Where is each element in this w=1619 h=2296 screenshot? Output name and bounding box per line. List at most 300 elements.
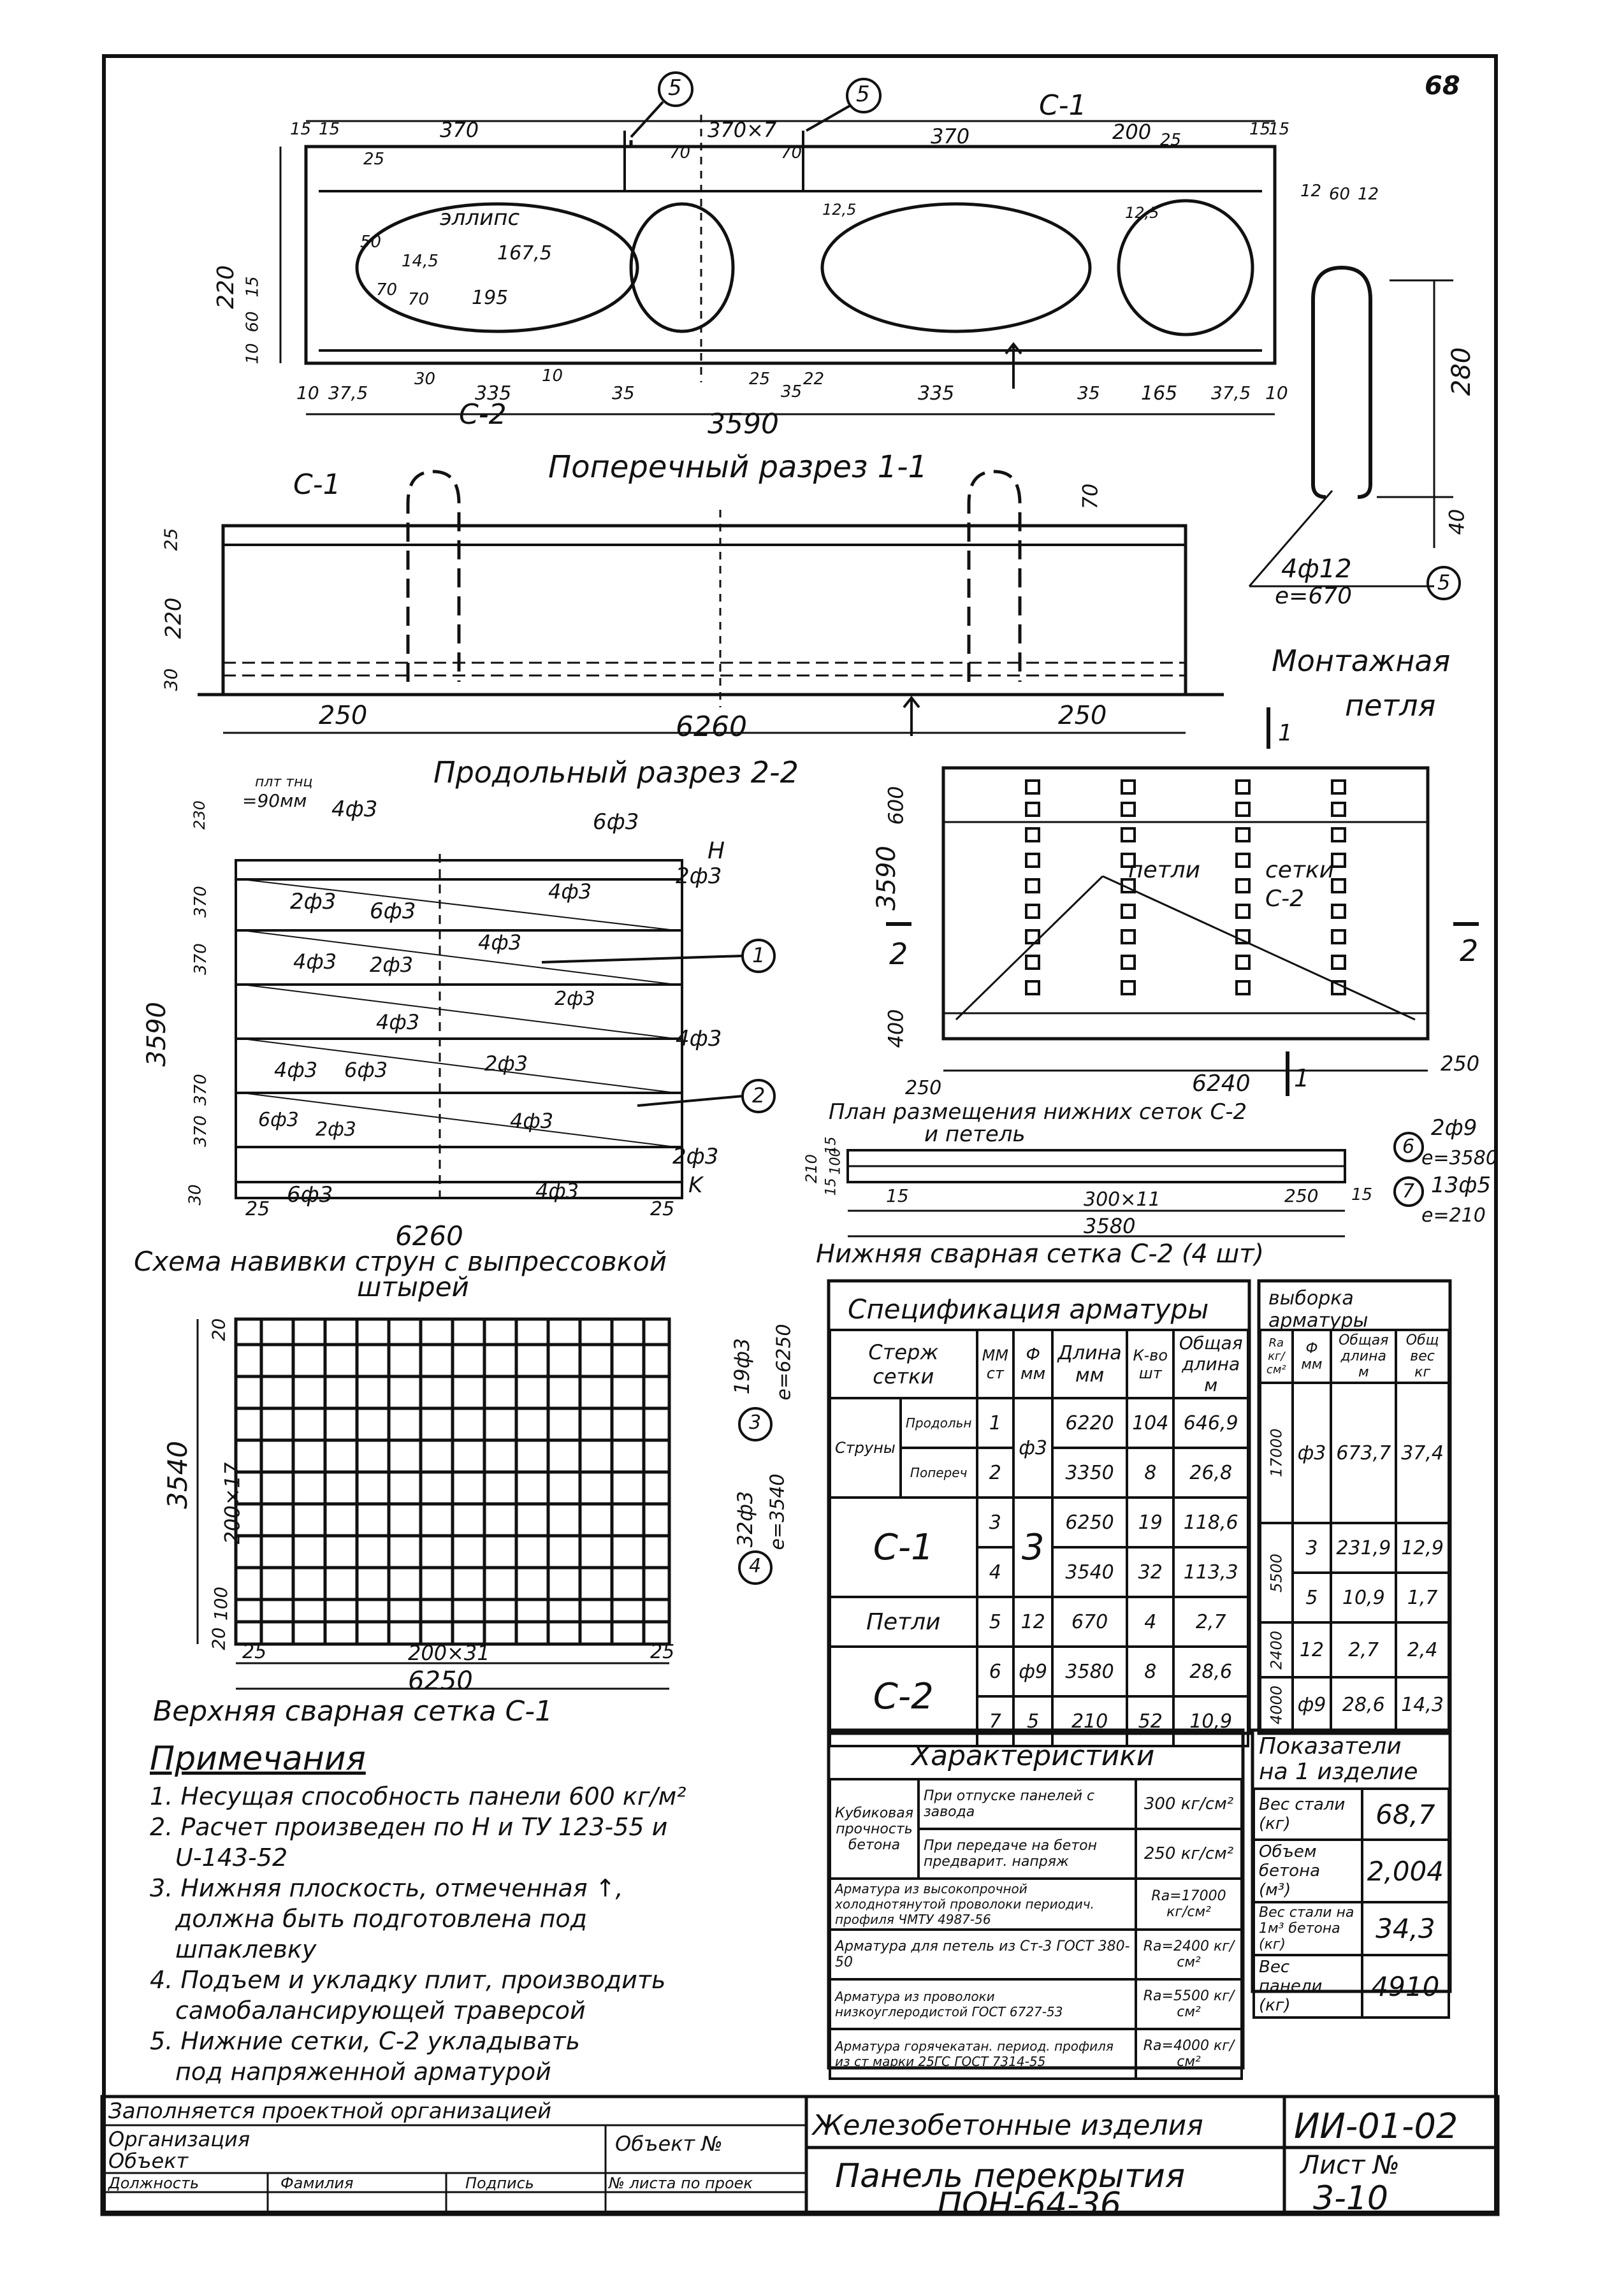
loop-callout: 5 [1437, 570, 1451, 595]
top-dim-1: 15 [319, 120, 340, 139]
top-dim-3: 370×7 [708, 118, 777, 142]
table-row [1254, 1902, 1449, 1955]
spec-cell: ф3 [1013, 1398, 1052, 1498]
sel-cell: 5500 [1260, 1523, 1293, 1622]
strand-bottom-25a: 25 [245, 1198, 270, 1220]
sel-h: Ф мм [1293, 1330, 1332, 1383]
sel-cell: 12 [1293, 1622, 1332, 1677]
inner-dim-7: 14,5 [402, 252, 439, 271]
sel-h: Общ вес кг [1396, 1330, 1449, 1383]
callout-5a: 5 [668, 75, 682, 101]
strand-left-dim-1: 370 [191, 886, 210, 918]
height-dim-220: 220 [212, 265, 239, 309]
indicators-title-2: на 1 изделие [1259, 1759, 1418, 1785]
plan-title-2: и петель [924, 1122, 1026, 1147]
loop-dim-40: 40 [1444, 509, 1469, 535]
loop-title-1: Монтажная [1272, 644, 1451, 678]
long-section-label: C-1 [293, 468, 341, 501]
spec-cell: 210 [1052, 1696, 1127, 1746]
selection-title: выборка арматуры [1268, 1287, 1369, 1332]
spec-cell: 113,3 [1173, 1547, 1248, 1597]
support-note-2: =90мм [242, 790, 307, 811]
plan-label-loops: петли [1128, 857, 1201, 883]
inner-dim-2: 70 [781, 143, 802, 162]
callout-5b: 5 [856, 82, 870, 107]
top-mesh-callout4: 4 [749, 1555, 762, 1577]
sel-cell: 10,9 [1331, 1573, 1396, 1622]
spec-group-longit: Продольн [901, 1398, 977, 1448]
strand-bottom-25b: 25 [650, 1198, 675, 1220]
inner-dim-13: 22 [803, 370, 825, 389]
note-item: 3. Нижняя плоскость, отмеченная ↑, [150, 1874, 623, 1902]
strand-label-23: 6ф3 [287, 1182, 333, 1208]
indicators-title-1: Показатели [1259, 1733, 1402, 1759]
spec-h-rod: Стерж сетки [830, 1330, 977, 1398]
sel-cell: 3 [1293, 1523, 1332, 1573]
strand-callout-1: 1 [752, 943, 766, 967]
char-label: Арматура горячекатан. период. профиля из ст марки 25ГС ГОСТ 7314-55 [830, 2029, 1136, 2079]
sel-cell: 17000 [1260, 1383, 1293, 1523]
top-mesh-dim-20b: 20 [208, 1627, 229, 1650]
bottom-mesh-dim-15a: 15 [886, 1185, 909, 1206]
char-value: Rа=2400 кг/см² [1136, 1930, 1242, 1979]
spec-h-qty: К-во шт [1127, 1330, 1173, 1398]
plan-dim-250a: 250 [905, 1077, 942, 1099]
strand-label-7: 4ф3 [478, 930, 522, 955]
spec-header-row [830, 1330, 1248, 1398]
top-dim-6: 15 [1249, 120, 1271, 139]
bottom-mesh-spec7: 13ф5 [1431, 1173, 1491, 1198]
inner-dim-14: 25 [1160, 131, 1182, 150]
strand-scheme-title-2: штырей [357, 1271, 469, 1303]
strand-label-14: 6ф3 [344, 1058, 388, 1082]
table-row [1260, 1622, 1449, 1677]
bottom-mesh-spec6: 2ф9 [1431, 1115, 1477, 1141]
bottom-mesh-dim-300: 300×11 [1084, 1188, 1161, 1211]
characteristics-title: Характеристики [911, 1740, 1155, 1772]
spec-group-strings: Струны [830, 1398, 901, 1498]
plan-mark-1: 1 [1294, 1064, 1310, 1092]
spec-cell: 118,6 [1173, 1498, 1248, 1547]
spec-h-total: Общая длина м [1173, 1330, 1248, 1398]
strand-label-11: 2ф3 [555, 988, 595, 1010]
stamp-sheet-no: № листа по проек [609, 2174, 753, 2192]
sel-h: Rа кг/см² [1260, 1330, 1293, 1383]
loop-dim-0: 12 [1300, 182, 1322, 201]
char-group: Кубиковая прочность бетона [830, 1779, 918, 1879]
ind-label: Вес стали (кг) [1254, 1789, 1362, 1840]
long-dim-250b: 250 [1058, 701, 1107, 730]
long-section-title: Продольный разрез 2-2 [433, 755, 799, 790]
void-ellipse-2 [631, 204, 733, 331]
spec-cell: 104 [1127, 1398, 1173, 1448]
characteristics-table [829, 1778, 1243, 2080]
long-dim-25: 25 [160, 528, 182, 551]
table-row [1260, 1677, 1449, 1732]
cross-section-label-ellipse: эллипс [440, 205, 520, 231]
strand-label-15: 2ф3 [484, 1051, 528, 1076]
strand-label-6: 4ф3 [548, 879, 592, 904]
inner-dim-10: 10 [542, 366, 563, 386]
inner-dim-3: 167,5 [497, 242, 552, 264]
char-label: Арматура для петель из Ст-3 ГОСТ 380-50 [830, 1930, 1136, 1979]
bottom-mesh-dim-250: 250 [1284, 1185, 1319, 1206]
spec-cell: 19 [1127, 1498, 1173, 1547]
plan [883, 768, 1479, 1096]
note-item: 4. Подъем и укладку плит, производить [150, 1966, 666, 1994]
strand-left-dim-0: 230 [190, 800, 208, 830]
bottom-mesh-title: Нижняя сварная сетка С-2 (4 шт) [816, 1239, 1265, 1269]
spec-h-len: Длина мм [1052, 1330, 1127, 1398]
plan-dim-600: 600 [883, 786, 908, 825]
sel-cell: 2,4 [1396, 1622, 1449, 1677]
table-row [830, 1597, 1248, 1647]
inner-dim-1: 70 [669, 143, 691, 162]
bottom-mesh-dim-100: 100 [827, 1148, 844, 1175]
top-mesh-dim-20a: 20 [208, 1318, 229, 1341]
note-item: 5. Нижние сетки, С-2 укладывать [150, 2027, 581, 2055]
sel-cell: 4000 [1260, 1677, 1293, 1732]
table-row [1254, 1789, 1449, 1840]
table-row [830, 1398, 1248, 1448]
char-value: 300 кг/см² [1136, 1779, 1242, 1829]
strand-label-10: 4ф3 [376, 1010, 420, 1034]
strand-label-5: 6ф3 [370, 899, 416, 924]
top-dim-7: 15 [1268, 120, 1290, 139]
spec-cell: 12 [1013, 1597, 1052, 1647]
char-value: Rа=4000 кг/см² [1136, 2029, 1242, 2079]
top-mesh-callout3: 3 [749, 1412, 762, 1434]
top-mesh-spec3: 19ф3 [730, 1338, 755, 1395]
long-dim-30: 30 [160, 668, 182, 691]
height-dim-15: 15 [243, 276, 263, 298]
inner-dim-4: 195 [472, 287, 509, 309]
inner-dim-0: 25 [363, 150, 385, 169]
sel-cell: 37,4 [1396, 1383, 1449, 1523]
char-label: Арматура из высокопрочной холоднотянутой проволоки периодич. профиля ЧМТУ 4987-56 [830, 1879, 1136, 1930]
long-dim-220: 220 [161, 597, 187, 639]
spec-table-title: Спецификация арматуры [848, 1294, 1209, 1325]
sel-cell: 5 [1293, 1573, 1332, 1622]
table-row [1254, 1955, 1449, 2018]
loop-detail [1249, 268, 1460, 599]
strand-label-17: 6ф3 [258, 1109, 299, 1131]
spec-cell: 6220 [1052, 1398, 1127, 1448]
void-ellipse-3 [822, 204, 1090, 331]
strand-label-8: 2ф3 [370, 953, 414, 977]
stamp-filled-by: Заполняется проектной организацией [108, 2098, 552, 2124]
strand-label-13: 4ф3 [274, 1058, 318, 1082]
spec-table [829, 1329, 1249, 1747]
sheet-number: 68 [1425, 71, 1460, 101]
inner-dim-12: 12,5 [1125, 204, 1159, 222]
spec-cell: 3 [1013, 1498, 1052, 1597]
spec-cell: 2 [977, 1448, 1014, 1498]
table-row [830, 1979, 1242, 2029]
table-row [830, 1647, 1248, 1696]
spec-cell: 3540 [1052, 1547, 1127, 1597]
strand-label-19: 4ф3 [535, 1179, 579, 1203]
plan-section-mark-left: 2 [889, 937, 908, 971]
top-mesh-title: Верхняя сварная сетка С-1 [153, 1695, 553, 1728]
strand-label-12: 4ф3 [676, 1026, 722, 1051]
strand-bottom-6260: 6260 [395, 1220, 463, 1252]
table-row [830, 2029, 1242, 2079]
bottom-dim-10: 10 [1265, 382, 1288, 403]
inner-dim-6: 70 [376, 280, 398, 300]
spec-cell: 646,9 [1173, 1398, 1248, 1448]
loop-dim-2: 12 [1358, 185, 1379, 204]
plan-dim-250b: 250 [1441, 1051, 1480, 1076]
bottom-mesh-dim-15c: 15 [823, 1178, 839, 1196]
bottom-mesh-dim-3580: 3580 [1084, 1214, 1136, 1238]
spec-cell: ф9 [1013, 1647, 1052, 1696]
spec-cell: 8 [1127, 1647, 1173, 1696]
spec-h-num: ММ ст [977, 1330, 1014, 1398]
bottom-mesh-callout6: 6 [1402, 1136, 1415, 1158]
note-item: под напряженной арматурой [175, 2058, 551, 2086]
strand-label-22: K [688, 1173, 703, 1198]
strand-height: 3590 [142, 1002, 171, 1067]
top-mesh-dim-200x31: 200×31 [408, 1641, 490, 1665]
strand-label-1: 6ф3 [593, 809, 639, 835]
spec-cell: 6250 [1052, 1498, 1127, 1547]
top-mesh-dim-3540: 3540 [161, 1441, 193, 1509]
bottom-dim-5: 35 [781, 382, 802, 401]
stamp-organization: Организация [108, 2127, 250, 2151]
strand-label-2: H [708, 838, 725, 864]
spec-cell: 2,7 [1173, 1597, 1248, 1647]
stamp-object-no: Объект № [615, 2132, 723, 2156]
plan-label-c2: С-2 [1265, 886, 1305, 912]
sel-cell: 2,7 [1331, 1622, 1396, 1677]
spec-cell: 4 [1127, 1597, 1173, 1647]
spec-cell: 3580 [1052, 1647, 1127, 1696]
bottom-dim-9: 37,5 [1211, 382, 1251, 403]
top-mesh-dim-100: 100 [210, 1586, 232, 1621]
spec-cell: 7 [977, 1696, 1014, 1746]
strand-callout-2: 2 [752, 1083, 766, 1108]
stamp-series-code: ИИ-01-02 [1294, 2106, 1458, 2146]
note-item: 1. Несущая способность панели 600 кг/м² [150, 1782, 686, 1810]
inner-dim-8: 70 [408, 290, 430, 309]
loop-dim-1: 60 [1329, 185, 1351, 204]
table-row [1260, 1523, 1449, 1573]
stamp-product-1: Панель перекрытия [835, 2157, 1186, 2195]
spec-group-c2: C-2 [830, 1647, 977, 1746]
note-item: должна быть подготовлена под [175, 1905, 587, 1933]
table-row [830, 1498, 1248, 1547]
stamp-object: Объект [108, 2149, 189, 2173]
height-dim-60: 60 [243, 311, 263, 333]
spec-group-loops: Петли [830, 1597, 977, 1647]
sel-cell: 28,6 [1331, 1677, 1396, 1732]
sel-cell: ф9 [1293, 1677, 1332, 1732]
strand-label-9: 4ф3 [293, 949, 337, 974]
table-row [830, 1930, 1242, 1979]
stamp-product-2: ПОН-64-36 [937, 2186, 1121, 2224]
ind-value: 34,3 [1362, 1902, 1449, 1955]
bottom-dim-3: 35 [612, 382, 635, 403]
cross-section-total: 3590 [708, 408, 779, 440]
top-mesh-len4: e=3540 [766, 1473, 789, 1550]
ind-value: 2,004 [1362, 1840, 1449, 1902]
ind-value: 4910 [1362, 1955, 1449, 2018]
char-label: Арматура из проволоки низкоуглеродистой ГОСТ 6727-53 [830, 1979, 1136, 2029]
notes-list [150, 1781, 819, 2087]
bottom-mesh-callout7: 7 [1402, 1180, 1415, 1202]
loop-dim-280: 280 [1447, 347, 1477, 396]
stamp-position: Должность [108, 2174, 200, 2192]
sel-cell: 231,9 [1331, 1523, 1396, 1573]
top-dim-5: 200 [1112, 120, 1152, 144]
strand-left-dim-8: 30 [185, 1184, 205, 1206]
loop-title-2: петля [1345, 688, 1436, 723]
sel-cell: 1,7 [1396, 1573, 1449, 1622]
spec-cell: 670 [1052, 1597, 1127, 1647]
cross-section-title: Поперечный разрез 1-1 [548, 449, 928, 485]
plan-dim-400: 400 [883, 1009, 908, 1048]
sel-cell: 12,9 [1396, 1523, 1449, 1573]
top-mesh-len3: e=6250 [773, 1324, 795, 1401]
top-dim-0: 15 [290, 120, 312, 139]
bottom-mesh-dim-210: 210 [802, 1154, 820, 1183]
sel-cell: ф3 [1293, 1383, 1332, 1523]
strand-left-dim-2: 370 [191, 943, 210, 975]
sel-cell: 673,7 [1331, 1383, 1396, 1523]
strand-label-4: 2ф3 [290, 889, 337, 914]
spec-cell: 4 [977, 1547, 1014, 1597]
selection-table [1259, 1329, 1450, 1733]
long-dim-70: 70 [1078, 483, 1103, 510]
note-item: самобалансирующей траверсой [175, 1996, 586, 2025]
spec-cell: 8 [1127, 1448, 1173, 1498]
bottom-dim-0: 10 [296, 382, 319, 403]
sel-h: Общая длина м [1331, 1330, 1396, 1383]
cross-section-label-c1: C-1 [1039, 89, 1087, 122]
spec-cell: 3350 [1052, 1448, 1127, 1498]
char-label: При отпуске панелей с завода [918, 1779, 1136, 1829]
strand-label-20: 2ф3 [672, 1144, 719, 1169]
table-row [1254, 1840, 1449, 1902]
ind-value: 68,7 [1362, 1789, 1449, 1840]
bottom-dim-8: 165 [1141, 382, 1178, 405]
cross-section-label-c2: C-2 [459, 398, 507, 431]
table-row [830, 1879, 1242, 1930]
bottom-dim-6: 335 [918, 382, 955, 405]
bottom-mesh-dim-15d: 15 [823, 1136, 839, 1155]
top-mesh-dim-25a: 25 [242, 1641, 267, 1663]
spec-cell: 5 [1013, 1696, 1052, 1746]
sel-cell: 14,3 [1396, 1677, 1449, 1732]
bottom-dim-2: 335 [475, 382, 512, 405]
inner-dim-5: 50 [360, 233, 382, 252]
spec-group-transv: Попереч [901, 1448, 977, 1498]
long-mark-1: 1 [1278, 720, 1293, 746]
spec-cell: 5 [977, 1597, 1014, 1647]
top-mesh [198, 1319, 771, 1689]
table-row [830, 1779, 1242, 1829]
note-item: U-143-52 [175, 1844, 288, 1872]
top-mesh-spec4: 32ф3 [733, 1491, 758, 1548]
selection-header-row [1260, 1330, 1449, 1383]
height-dim-10: 10 [243, 343, 263, 365]
strand-label-3: 2ф3 [676, 863, 722, 889]
loop-length: e=670 [1275, 583, 1353, 609]
top-dim-2: 370 [440, 118, 479, 142]
plan-dim-6240: 6240 [1192, 1071, 1251, 1097]
top-mesh-dim-200x17: 200×17 [220, 1462, 245, 1545]
note-item: 2. Расчет произведен по Н и ТУ 123-55 и [150, 1813, 668, 1841]
spec-cell: 26,8 [1173, 1448, 1248, 1498]
plan-section-mark-right: 2 [1460, 934, 1479, 968]
indicators-table [1252, 1787, 1450, 2019]
inner-dim-9: 30 [414, 370, 436, 389]
spec-cell: 10,9 [1173, 1696, 1248, 1746]
notes-title: Примечания [150, 1740, 366, 1778]
spec-cell: 52 [1127, 1696, 1173, 1746]
stamp-sheet-value: 3-10 [1313, 2179, 1389, 2218]
strand-label-16: 4ф3 [510, 1109, 554, 1133]
long-dim-250a: 250 [319, 701, 368, 730]
strand-scheme-title-1: Схема навивки струн с выпрессовкой [134, 1246, 667, 1277]
plan-dim-3590: 3590 [871, 846, 901, 911]
note-item: шпаклевку [175, 1935, 317, 1963]
strand-left-dim-3: 370 [191, 1074, 210, 1106]
char-value: Rа=17000 кг/см² [1136, 1879, 1242, 1930]
top-mesh-dim-25b: 25 [650, 1641, 675, 1663]
stamp-sheet-label: Лист № [1300, 2151, 1400, 2180]
ind-label: Вес панели (кг) [1254, 1955, 1362, 2018]
plan-label-mesh: сетки [1265, 857, 1335, 883]
strand-label-18: 2ф3 [316, 1118, 356, 1141]
bottom-dim-4: 25 [749, 370, 771, 389]
char-label: При передаче на бетон предварит. напряж [918, 1829, 1136, 1879]
spec-h-dia: Ф мм [1013, 1330, 1052, 1398]
plan-title-1: План размещения нижних сеток С-2 [829, 1099, 1247, 1125]
stamp-series-title: Железобетонные изделия [813, 2109, 1203, 2142]
long-dim-6260: 6260 [676, 711, 747, 743]
stamp-surname: Фамилия [280, 2174, 354, 2192]
ind-label: Вес стали на 1м³ бетона (кг) [1254, 1902, 1362, 1955]
bottom-dim-7: 35 [1077, 382, 1100, 403]
table-row [1260, 1383, 1449, 1523]
bottom-mesh-len7: e=210 [1421, 1204, 1486, 1227]
spec-cell: 6 [977, 1647, 1014, 1696]
sel-cell: 2400 [1260, 1622, 1293, 1677]
top-mesh-dim-6250: 6250 [408, 1666, 473, 1696]
bottom-mesh-dim-15b: 15 [1351, 1185, 1373, 1204]
spec-cell: 3 [977, 1498, 1014, 1547]
top-dim-4: 370 [931, 124, 970, 148]
spec-cell: 32 [1127, 1547, 1173, 1597]
loop-spec: 4ф12 [1281, 554, 1352, 584]
ind-label: Объем бетона (м³) [1254, 1840, 1362, 1902]
spec-cell: 1 [977, 1398, 1014, 1448]
section-outline [306, 147, 1275, 363]
char-value: Rа=5500 кг/см² [1136, 1979, 1242, 2029]
stamp-signature: Подпись [465, 2174, 534, 2192]
spec-group-c1: C-1 [830, 1498, 977, 1597]
strand-left-dim-4: 370 [191, 1115, 210, 1147]
bottom-mesh-len6: e=3580 [1421, 1147, 1498, 1169]
bottom-dim-1: 37,5 [328, 382, 368, 403]
char-value: 250 кг/см² [1136, 1829, 1242, 1879]
spec-cell: 28,6 [1173, 1647, 1248, 1696]
support-note-1: плт тнц [255, 774, 313, 790]
inner-dim-11: 12,5 [822, 201, 857, 219]
strand-label-0: 4ф3 [331, 797, 378, 822]
